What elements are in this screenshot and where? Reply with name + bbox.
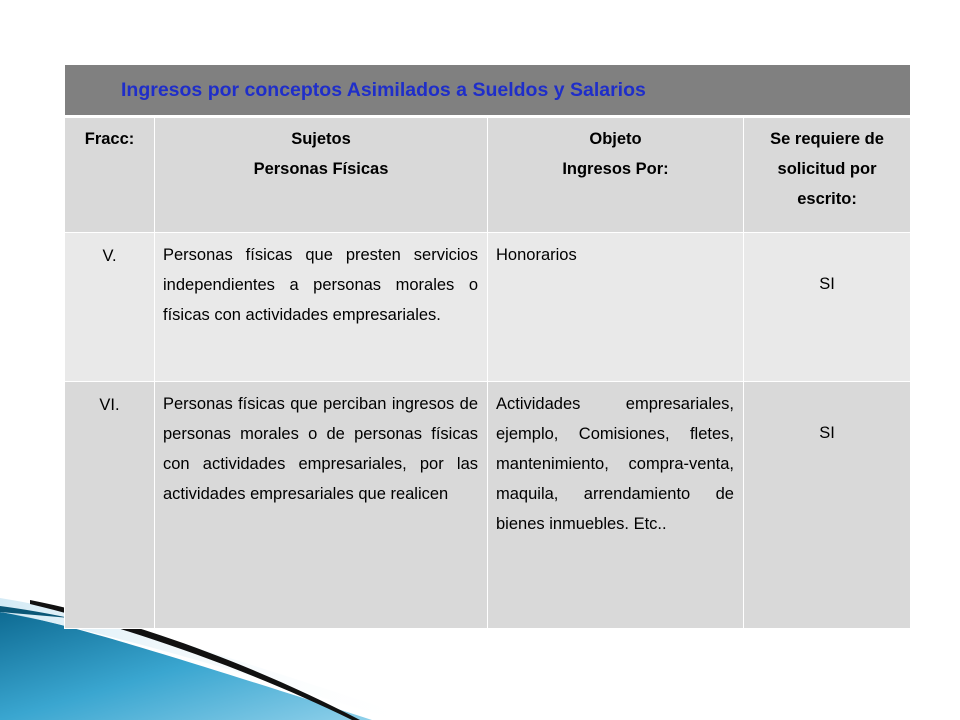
solicitud-value: SI — [819, 275, 835, 293]
ingresos-table — [64, 64, 911, 629]
table-title-cell — [65, 65, 911, 117]
table-row — [65, 233, 911, 382]
header-solicitud-line1: Se requiere de — [770, 130, 884, 148]
header-objeto-line1: Objeto — [589, 130, 642, 148]
header-fracc-label: Fracc: — [84, 130, 135, 148]
header-fracc — [65, 117, 155, 233]
header-sujetos-line2: Personas Físicas — [253, 160, 389, 178]
cell-sujetos: Personas físicas que presten servicios independientes a personas morales o físicas con actividades empresariales. — [155, 233, 488, 382]
table-row — [65, 382, 911, 629]
cell-objeto: Honorarios — [488, 233, 744, 382]
header-solicitud-line2: solicitud por — [777, 160, 877, 178]
header-objeto-line2: Ingresos Por: — [562, 160, 669, 178]
cell-sujetos: Personas físicas que perciban ingresos de personas morales o de personas físicas con actividades empresariales, por las actividades empresariales que realicen — [155, 382, 488, 629]
cell-objeto: Actividades empresariales, ejemplo, Comisiones, fletes, mantenimiento, compra-venta, maquila, arrendamiento de bienes inmuebles. Etc.. — [488, 382, 744, 629]
table-title: Ingresos por conceptos Asimilados a Sueldos y Salarios — [121, 79, 646, 101]
cell-solicitud — [744, 233, 911, 382]
header-objeto — [488, 117, 744, 233]
header-solicitud-line3: escrito: — [797, 190, 857, 208]
cell-fracc: VI. — [65, 382, 155, 629]
solicitud-value: SI — [819, 424, 835, 442]
cell-fracc: V. — [65, 233, 155, 382]
header-sujetos — [155, 117, 488, 233]
header-solicitud — [744, 117, 911, 233]
header-sujetos-line1: Sujetos — [291, 130, 351, 148]
cell-solicitud — [744, 382, 911, 629]
